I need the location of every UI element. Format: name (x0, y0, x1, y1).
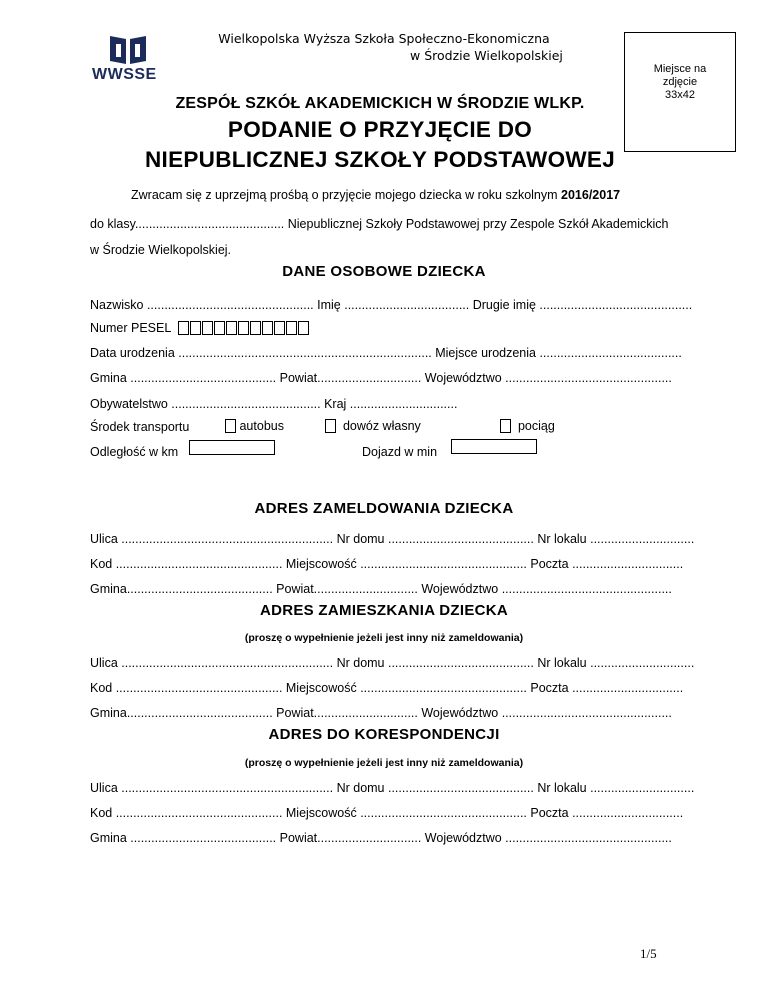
distance-input[interactable] (189, 440, 275, 455)
registered-region[interactable]: Gmina.......................................... Powiat.............................. Województwo ................................................. (90, 582, 672, 596)
school-year: 2016/2017 (561, 188, 621, 202)
checkbox[interactable] (325, 419, 336, 433)
field-region[interactable]: Gmina .......................................... Powiat.............................. Województwo ................................................ (90, 371, 672, 385)
school-name-line1: Wielkopolska Wyższa Szkoła Społeczno-Ekonomiczna (218, 31, 550, 46)
pesel-digit-box[interactable] (250, 321, 261, 335)
school-complex-heading: ZESPÓŁ SZKÓŁ AKADEMICKICH W ŚRODZIE WLKP. (175, 95, 585, 112)
travel-time-input[interactable] (451, 439, 537, 454)
transport-option-own[interactable] (325, 419, 421, 433)
section-residence-address: ADRES ZAMIESZKANIA DZIECKA (259, 602, 509, 619)
section-registered-address: ADRES ZAMELDOWANIA DZIECKA (254, 500, 514, 517)
pesel-digit-box[interactable] (262, 321, 273, 335)
pesel-digit-box[interactable] (202, 321, 213, 335)
document-title-line2: NIEPUBLICZNEJ SZKOŁY PODSTAWOWEJ (144, 147, 616, 172)
residence-note: (proszę o wypełnienie jeżeli jest inny niż zameldowania) (244, 632, 524, 644)
pesel-digit-box[interactable] (238, 321, 249, 335)
field-pesel (90, 321, 310, 335)
correspondence-street[interactable]: Ulica ............................................................. Nr domu .......................................... Nr lokalu .............................. (90, 781, 695, 795)
school-name-line2: w Środzie Wielkopolskiej (410, 48, 563, 63)
transport-option-bus[interactable] (225, 419, 284, 433)
photo-label-1: Miejsce na (653, 63, 707, 75)
residence-region[interactable]: Gmina.......................................... Powiat.............................. Województwo ................................................. (90, 706, 672, 720)
document-title (100, 115, 660, 175)
registered-street[interactable]: Ulica ............................................................. Nr domu .......................................... Nr lokalu .............................. (90, 532, 695, 546)
field-birth[interactable]: Data urodzenia ......................................................................... Miejsce urodzenia ......................................... (90, 346, 682, 360)
pesel-digit-box[interactable] (214, 321, 225, 335)
correspondence-city[interactable]: Kod ................................................ Miejscowość ................................................ Poczta ................................ (90, 806, 684, 820)
document-title-line1: PODANIE O PRZYJĘCIE DO (227, 117, 533, 142)
correspondence-note: (proszę o wypełnienie jeżeli jest inny niż zameldowania) (244, 757, 524, 769)
residence-street[interactable]: Ulica ............................................................. Nr domu .......................................... Nr lokalu .............................. (90, 656, 695, 670)
travel-time-label: Dojazd w min (362, 445, 438, 459)
checkbox[interactable] (500, 419, 511, 433)
logo-book-icon (92, 32, 164, 66)
page-number: 1/5 (640, 946, 657, 961)
logo-text: WWSSE (92, 66, 157, 83)
section-personal-data: DANE OSOBOWE DZIECKA (282, 263, 486, 280)
field-names[interactable]: Nazwisko ................................................ Imię .................................... Drugie imię ............................................ (90, 298, 693, 312)
distance-label: Odległość w km (90, 445, 179, 459)
intro-line1 (131, 188, 620, 202)
registered-city[interactable]: Kod ................................................ Miejscowość ................................................ Poczta ................................ (90, 557, 684, 571)
field-citizenship[interactable]: Obywatelstwo ........................................... Kraj ............................... (90, 397, 458, 411)
pesel-boxes[interactable] (178, 321, 310, 335)
pesel-digit-box[interactable] (178, 321, 189, 335)
transport-label: Środek transportu (90, 420, 190, 434)
intro-line2: do klasy........................................... Niepublicznej Szkoły Podstawowej przy Zespole Szkół Akademickich (90, 217, 669, 231)
pesel-digit-box[interactable] (298, 321, 309, 335)
intro-text: Zwracam się z uprzejmą prośbą o przyjęcie mojego dziecka w roku szkolnym (131, 188, 562, 202)
pesel-label: Numer PESEL (90, 321, 171, 335)
pesel-digit-box[interactable] (274, 321, 285, 335)
transport-option-label: dowóz własny (342, 419, 421, 433)
transport-option-label: autobus (239, 419, 284, 433)
logo (92, 32, 164, 87)
transport-option-train[interactable] (500, 419, 555, 433)
pesel-digit-box[interactable] (226, 321, 237, 335)
transport-option-label: pociąg (517, 419, 555, 433)
residence-city[interactable]: Kod ................................................ Miejscowość ................................................ Poczta ................................ (90, 681, 684, 695)
checkbox[interactable] (225, 419, 236, 433)
pesel-digit-box[interactable] (286, 321, 297, 335)
photo-label-2: zdjęcie (662, 76, 698, 88)
pesel-digit-box[interactable] (190, 321, 201, 335)
intro-line3: w Środzie Wielkopolskiej. (90, 243, 232, 257)
section-correspondence-address: ADRES DO KORESPONDENCJI (268, 726, 500, 743)
correspondence-region[interactable]: Gmina .......................................... Powiat.............................. Województwo ................................................ (90, 831, 672, 845)
photo-label-3: 33x42 (665, 89, 695, 101)
